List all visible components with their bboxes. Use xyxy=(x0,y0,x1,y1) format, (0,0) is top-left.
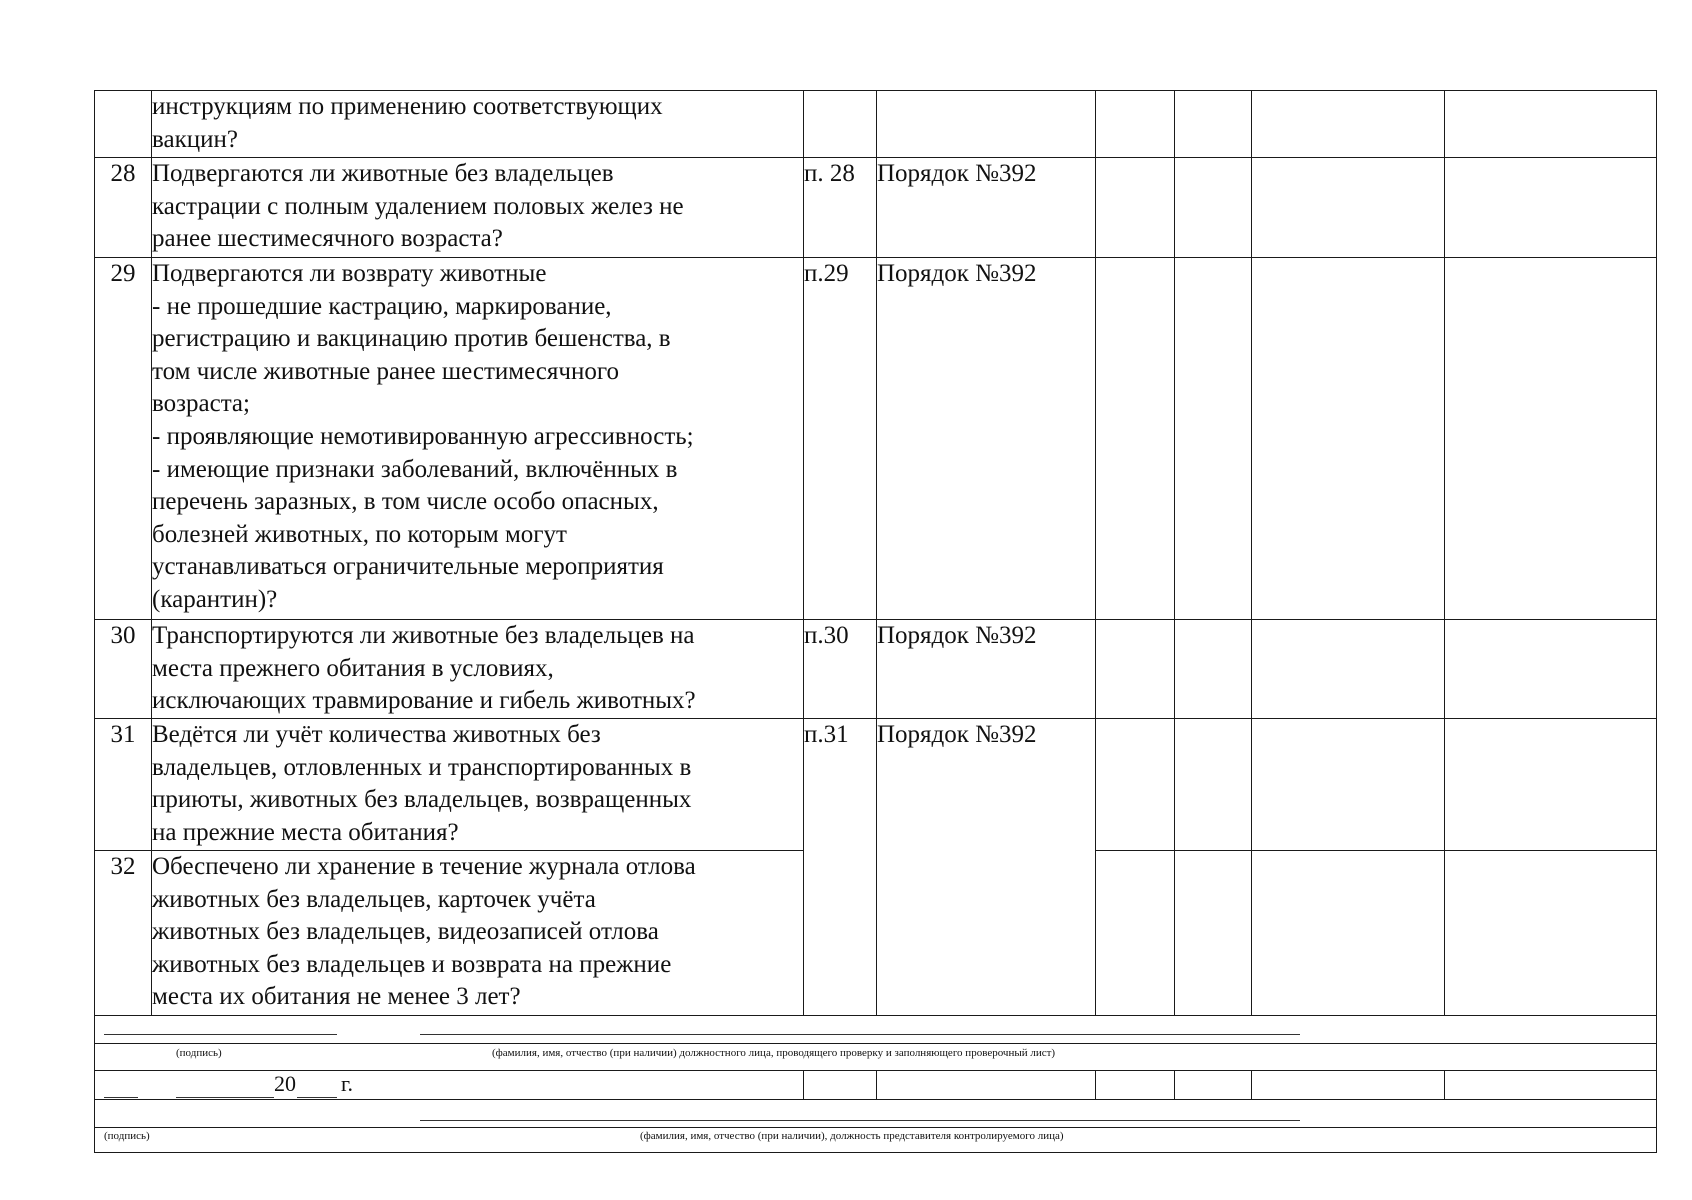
question-text: Обеспечено ли хранение в течение журнала отлова животных без владельцев, карточек учёта животных без владельцев, видеозаписей отлова животных без владельцев и возврата на прежние места их обитания не менее 3 лет? xyxy=(152,851,804,1016)
answer-na-cell[interactable] xyxy=(1252,91,1445,158)
answer-yes-cell[interactable] xyxy=(1096,158,1175,258)
year-underline xyxy=(297,1097,337,1098)
row-number: 28 xyxy=(95,158,152,258)
table-row xyxy=(95,620,1657,719)
answer-yes-cell[interactable] xyxy=(1096,719,1175,851)
answer-yes-cell[interactable] xyxy=(1096,258,1175,620)
note-cell[interactable] xyxy=(1445,158,1657,258)
signature-caption: (подпись) xyxy=(104,1130,150,1142)
representative-signature-field[interactable] xyxy=(95,1100,1657,1128)
table-row xyxy=(95,258,1657,620)
note-cell[interactable] xyxy=(1445,258,1657,620)
answer-no-cell[interactable] xyxy=(1175,91,1252,158)
month-underline xyxy=(176,1097,274,1098)
note-cell[interactable] xyxy=(1445,91,1657,158)
answer-yes-cell[interactable] xyxy=(1096,620,1175,719)
question-text: Ведётся ли учёт количества животных без владельцев, отловленных и транспортированных в приюты, животных без владельцев, возвращенных на прежние места обитания? xyxy=(152,719,804,851)
answer-na-cell[interactable] xyxy=(1252,620,1445,719)
answer-no-cell[interactable] xyxy=(1175,719,1252,851)
regulation-document: Порядок №392 xyxy=(877,620,1096,719)
table-row xyxy=(95,158,1657,258)
row-number: 32 xyxy=(95,851,152,1016)
row-number: 29 xyxy=(95,258,152,620)
signature-line-row xyxy=(95,1100,1657,1128)
answer-no-cell[interactable] xyxy=(1175,851,1252,1016)
signature-caption: (подпись) xyxy=(176,1047,222,1059)
clause-point xyxy=(804,91,877,158)
day-underline xyxy=(104,1097,138,1098)
answer-no-cell[interactable] xyxy=(1175,158,1252,258)
regulation-document: Порядок №392 xyxy=(877,158,1096,258)
answer-no-cell[interactable] xyxy=(1175,620,1252,719)
date-row xyxy=(95,1071,1657,1100)
question-text: Подвергаются ли возврату животные - не прошедшие кастрацию, маркирование, регистрацию и вакцинацию против бешенства, в том числе животные ранее шестимесячного возраста; - проявляющие немотивированную агрессивность; - имеющие признаки заболеваний, включённых в перечень заразных, в том числе особо опасных, болезней животных, по которым могут устанавливаться ограничительные мероприятия (карантин)? xyxy=(152,258,804,620)
name-caption: (фамилия, имя, отчество (при наличии), должность представителя контролируемого лица) xyxy=(640,1130,1064,1142)
answer-na-cell[interactable] xyxy=(1252,851,1445,1016)
clause-point: п.31 xyxy=(804,719,877,1016)
answer-na-cell[interactable] xyxy=(1252,158,1445,258)
row-number xyxy=(95,91,152,158)
date-field[interactable] xyxy=(95,1071,804,1100)
answer-na-cell[interactable] xyxy=(1252,719,1445,851)
note-cell[interactable] xyxy=(1445,620,1657,719)
note-cell[interactable] xyxy=(1445,851,1657,1016)
note-cell[interactable] xyxy=(1445,719,1657,851)
answer-yes-cell[interactable] xyxy=(1096,851,1175,1016)
row-number: 30 xyxy=(95,620,152,719)
table-row xyxy=(95,719,1657,851)
regulation-document xyxy=(877,91,1096,158)
row-number: 31 xyxy=(95,719,152,851)
clause-point: п.30 xyxy=(804,620,877,719)
clause-point: п.29 xyxy=(804,258,877,620)
name-underline xyxy=(420,1034,1300,1035)
date-year-prefix: 20 xyxy=(274,1071,296,1096)
question-text: Транспортируются ли животные без владельцев на места прежнего обитания в условиях, исключающих травмирование и гибель животных? xyxy=(152,620,804,719)
checklist-table xyxy=(94,90,1657,1016)
answer-no-cell[interactable] xyxy=(1175,258,1252,620)
answer-na-cell[interactable] xyxy=(1252,258,1445,620)
name-underline xyxy=(420,1120,1300,1121)
table-row xyxy=(95,91,1657,158)
regulation-document: Порядок №392 xyxy=(877,258,1096,620)
regulation-document: Порядок №392 xyxy=(877,719,1096,1016)
question-text: инструкциям по применению соответствующих вакцин? xyxy=(152,91,804,158)
clause-point: п. 28 xyxy=(804,158,877,258)
answer-yes-cell[interactable] xyxy=(1096,91,1175,158)
name-caption: (фамилия, имя, отчество (при наличии) должностного лица, проводящего проверку и заполняющего проверочный лист) xyxy=(492,1047,1056,1059)
question-text: Подвергаются ли животные без владельцев кастрации с полным удалением половых желез не ранее шестимесячного возраста? xyxy=(152,158,804,258)
inspector-signature-field[interactable] xyxy=(95,1016,1657,1044)
signature-line-row xyxy=(95,1016,1657,1044)
signature-underline xyxy=(104,1034,337,1035)
date-year-suffix: г. xyxy=(341,1071,354,1096)
